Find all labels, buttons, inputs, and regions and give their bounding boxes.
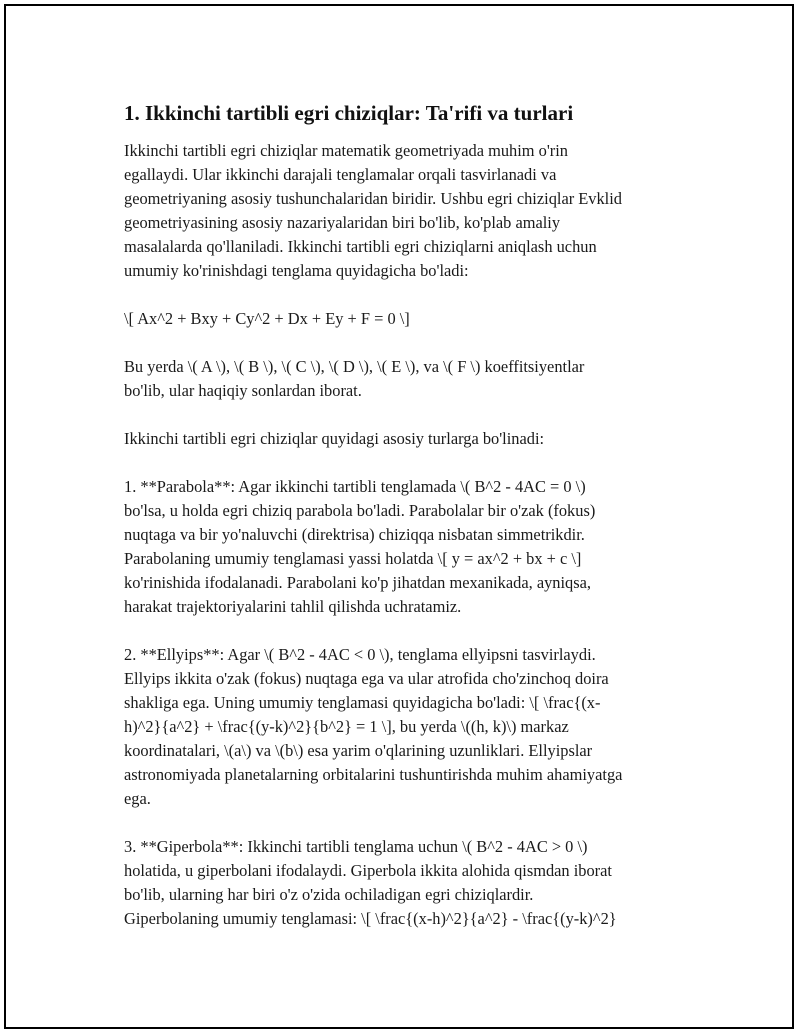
section-heading: 1. Ikkinchi tartibli egri chiziqlar: Ta'rifi va turlari (124, 101, 574, 125)
page-frame (4, 4, 794, 1029)
types-intro-paragraph: Ikkinchi tartibli egri chiziqlar quyidagi asosiy turlarga bo'linadi: (124, 429, 545, 448)
intro-paragraph: Ikkinchi tartibli egri chiziqlar matematik geometriyada muhim o'rin egallaydi. Ular ikkinchi darajali tenglamalar orqali tasvirlanadi va geometriyaning asosiy tushunchalaridan biridir. Ushbu egri chiziqlar Evklid geometriyasining asosiy nazariyalaridan biri bo'lib, ko'plab amaliy masalalarda qo'llaniladi. Ikkinchi tartibli egri chiziqlarni aniqlash uchun umumiy ko'rinishdagi tenglama quyidagicha bo'ladi: (124, 141, 622, 280)
general-equation: \[ Ax^2 + Bxy + Cy^2 + Dx + Ey + F = 0 \] (124, 309, 410, 328)
coefficients-paragraph: Bu yerda \( A \), \( B \), \( C \), \( D \), \( E \), va \( F \) koeffitsiyentlar bo'lib, ular haqiqiy sonlardan iborat. (124, 357, 585, 400)
document-body (124, 99, 694, 955)
hyperbola-paragraph: 3. **Giperbola**: Ikkinchi tartibli tenglama uchun \( B^2 - 4AC > 0 \) holatida, u giperbolani ifodalaydi. Giperbola ikkita alohida qismdan iborat bo'lib, ularning har biri o'z o'zida ochiladigan egri chiziqlardir. Giperbolaning umumiy tenglamasi: \[ \frac{(x-h)^2}{a^2} - \frac{(y-k)^2} (124, 837, 617, 928)
ellipse-paragraph: 2. **Ellyips**: Agar \( B^2 - 4AC < 0 \), tenglama ellyipsni tasvirlaydi. Ellyips ikkita o'zak (fokus) nuqtaga ega va ular atrofida cho'zinchoq doira shakliga ega. Uning umumiy tenglamasi quyidagicha bo'ladi: \[ \frac{(x- h)^2}{a^2} + \frac{(y-k)^2}{b^2} = 1 \], bu yerda \((h, k)\) markaz koordinatalari, \(a\) va \(b\) esa yarim o'qlarining uzunliklari. Ellyipslar astronomiyada planetalarning orbitalarini tushuntirishda muhim ahamiyatga ega. (124, 645, 623, 808)
parabola-paragraph: 1. **Parabola**: Agar ikkinchi tartibli tenglamada \( B^2 - 4AC = 0 \) bo'lsa, u holda egri chiziq parabola bo'ladi. Parabolalar bir o'zak (fokus) nuqtaga va bir yo'naluvchi (direktrisa) chiziqqa nisbatan simmetrikdir. Parabolaning umumiy tenglamasi yassi holatda \[ y = ax^2 + bx + c \] ko'rinishida ifodalanadi. Parabolani ko'p jihatdan mexanikada, ayniqsa, harakat trajektoriyalarini tahlil qilishda uchratamiz. (124, 477, 596, 616)
